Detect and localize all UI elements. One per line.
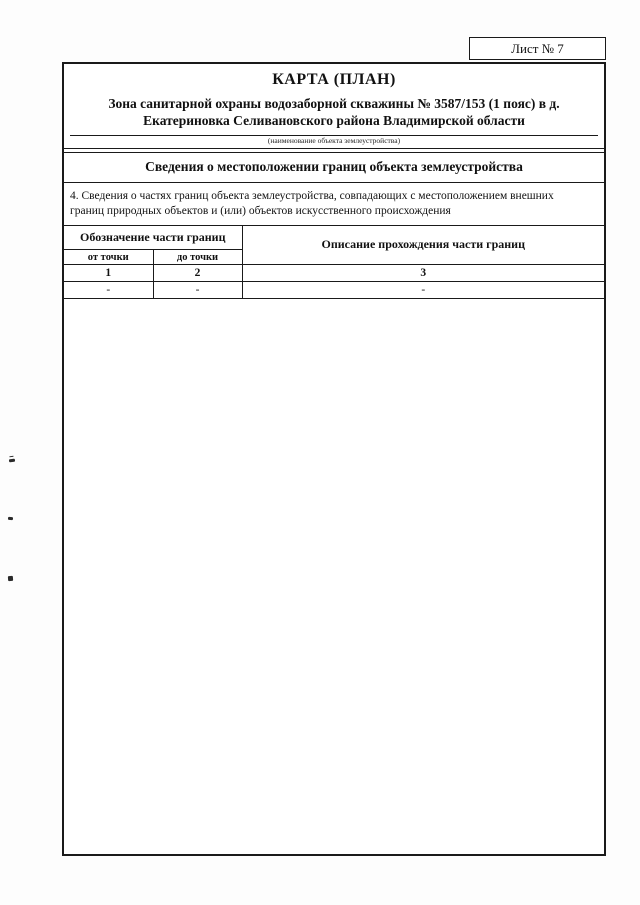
sheet-number-label: Лист № 7	[511, 40, 564, 56]
object-name-caption: (наименование объекта землеустройства)	[267, 135, 401, 145]
subtitle-line-1: Зона санитарной охраны водозаборной скважины № 3587/153 (1 пояс) в д.	[108, 96, 560, 111]
document-title: КАРТА (ПЛАН)	[272, 71, 396, 88]
header-boundary-description: Описание прохождения части границ	[242, 225, 604, 264]
section-paragraph	[64, 183, 604, 225]
cell-to-point: -	[153, 281, 242, 298]
sheet-number-box	[469, 37, 606, 60]
empty-document-body	[64, 299, 604, 859]
document-frame	[62, 62, 606, 856]
section-title: Сведения о местоположении границ объекта землеустройства	[64, 152, 604, 183]
boundaries-table	[64, 225, 604, 299]
header-boundary-designation: Обозначение части границ	[64, 225, 242, 249]
subheader-from-point: от точки	[64, 249, 153, 264]
paragraph-line-2: границ природных объектов и (или) объектов искусственного происхождения	[70, 204, 451, 217]
table-row	[64, 281, 604, 298]
column-number-2: 2	[153, 264, 242, 281]
document-header	[64, 64, 604, 149]
cell-description: -	[242, 281, 604, 298]
column-number-3: 3	[242, 264, 604, 281]
table-column-number-row	[64, 264, 604, 281]
scan-artifact	[8, 517, 13, 521]
cell-from-point: -	[64, 281, 153, 298]
table-header-row	[64, 225, 604, 249]
subheader-to-point: до точки	[153, 249, 242, 264]
paragraph-line-1: 4. Сведения о частях границ объекта землеустройства, совпадающих с местоположением внешних	[70, 189, 554, 202]
scan-artifact	[8, 576, 13, 581]
subtitle-line-2: Екатериновка Селивановского района Владимирской области	[143, 112, 525, 128]
scan-artifact	[9, 459, 15, 463]
document-subtitle	[70, 96, 598, 130]
column-number-1: 1	[64, 264, 153, 281]
